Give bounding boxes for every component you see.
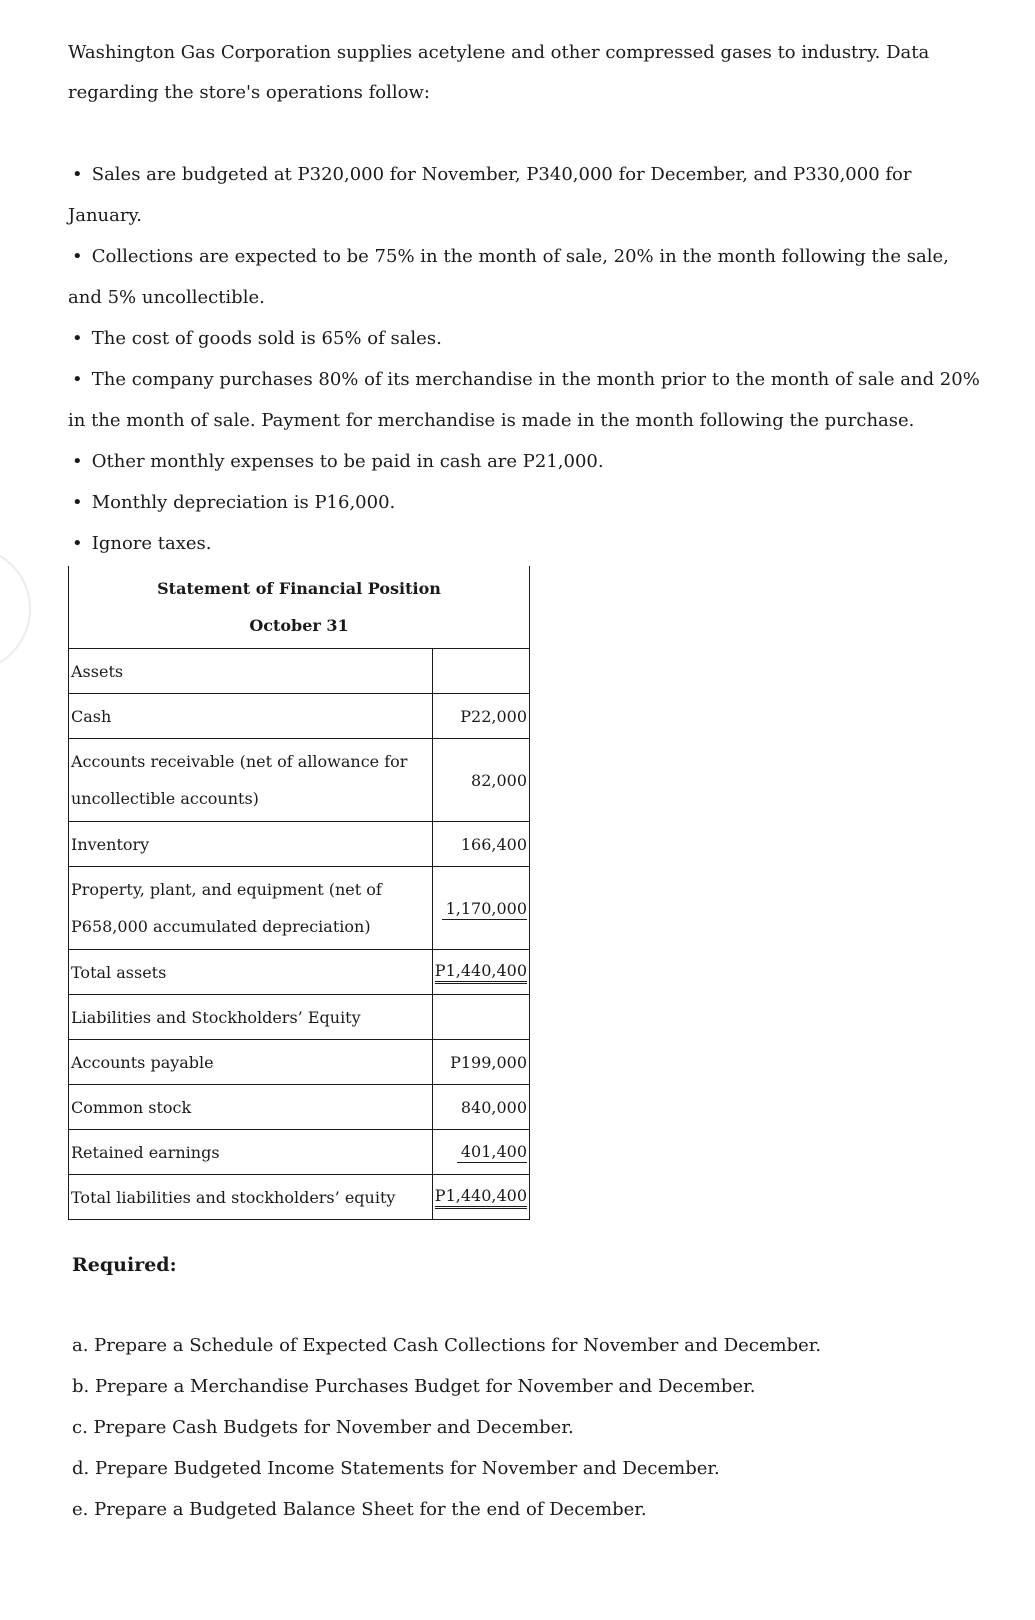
double-underlined-amount: P1,440,400 — [435, 961, 527, 984]
row-label: Property, plant, and equipment (net of P658,000 accumulated depreciation) — [69, 867, 433, 950]
row-label: Retained earnings — [69, 1130, 433, 1175]
required-heading: Required: — [72, 1254, 177, 1276]
table-row — [69, 649, 530, 694]
row-amount: P199,000 — [432, 1040, 529, 1085]
row-amount — [432, 649, 529, 694]
table-row — [69, 950, 530, 995]
row-amount: 166,400 — [432, 822, 529, 867]
bullet-icon: • — [72, 328, 83, 349]
double-underlined-amount: P1,440,400 — [435, 1186, 527, 1209]
requirements-list — [72, 1325, 821, 1530]
underlined-amount: 401,400 — [457, 1142, 527, 1163]
assumption-item: • Other monthly expenses to be paid in cash are P21,000. — [68, 441, 988, 482]
row-amount — [432, 1175, 529, 1220]
table-row — [69, 995, 530, 1040]
assumption-item: • Ignore taxes. — [68, 523, 988, 564]
assumptions-list — [68, 154, 988, 564]
requirement-item: a. Prepare a Schedule of Expected Cash Collections for November and December. — [72, 1335, 822, 1356]
table-row — [69, 1040, 530, 1085]
row-amount: 82,000 — [432, 739, 529, 822]
table-row — [69, 867, 530, 950]
table-row — [69, 1085, 530, 1130]
bullet-icon: • — [72, 369, 83, 390]
requirement-item: c. Prepare Cash Budgets for November and December. — [72, 1417, 574, 1438]
edge-circle-decoration — [0, 546, 31, 672]
statement-header-row — [69, 566, 530, 649]
table-row — [69, 739, 530, 822]
assumption-item: • The cost of goods sold is 65% of sales. — [68, 318, 988, 359]
row-amount — [432, 950, 529, 995]
requirement-item: e. Prepare a Budgeted Balance Sheet for the end of December. — [72, 1499, 647, 1520]
row-label: Common stock — [69, 1085, 433, 1130]
statement-header — [69, 566, 530, 649]
row-label: Cash — [69, 694, 433, 739]
row-label: Total liabilities and stockholders’ equity — [69, 1175, 433, 1220]
row-label: Assets — [69, 649, 433, 694]
row-label: Total assets — [69, 950, 433, 995]
row-amount: P22,000 — [432, 694, 529, 739]
bullet-icon: • — [72, 533, 83, 554]
underlined-amount: 1,170,000 — [442, 899, 527, 920]
table-row — [69, 1175, 530, 1220]
row-amount: 840,000 — [432, 1085, 529, 1130]
table-row — [69, 1130, 530, 1175]
requirement-item: d. Prepare Budgeted Income Statements for November and December. — [72, 1458, 720, 1479]
bullet-icon: • — [72, 164, 83, 185]
requirement-item: b. Prepare a Merchandise Purchases Budget for November and December. — [72, 1376, 756, 1397]
table-row — [69, 822, 530, 867]
row-label: Accounts receivable (net of allowance for uncollectible accounts) — [69, 739, 433, 822]
statement-date: October 31 — [249, 616, 349, 635]
bullet-icon: • — [72, 492, 83, 513]
intro-paragraph: Washington Gas Corporation supplies acetylene and other compressed gases to industry. Data regarding the store's operations follow: — [68, 42, 930, 103]
bullet-icon: • — [72, 246, 83, 267]
statement-title: Statement of Financial Position — [157, 579, 441, 598]
row-label: Inventory — [69, 822, 433, 867]
row-amount — [432, 1130, 529, 1175]
assumption-item: • Collections are expected to be 75% in the month of sale, 20% in the month following the sale, and 5% uncollectible. — [68, 236, 988, 318]
table-row — [69, 694, 530, 739]
row-amount — [432, 995, 529, 1040]
bullet-icon: • — [72, 451, 83, 472]
row-amount — [432, 867, 529, 950]
row-label: Accounts payable — [69, 1040, 433, 1085]
assumption-item: • Monthly depreciation is P16,000. — [68, 482, 988, 523]
statement-of-financial-position — [68, 566, 530, 1220]
assumption-item: • Sales are budgeted at P320,000 for November, P340,000 for December, and P330,000 for January. — [68, 154, 988, 236]
assumption-item: • The company purchases 80% of its merchandise in the month prior to the month of sale and 20% in the month of sale. Payment for merchandise is made in the month following the purchase. — [68, 359, 988, 441]
row-label: Liabilities and Stockholders’ Equity — [69, 995, 433, 1040]
